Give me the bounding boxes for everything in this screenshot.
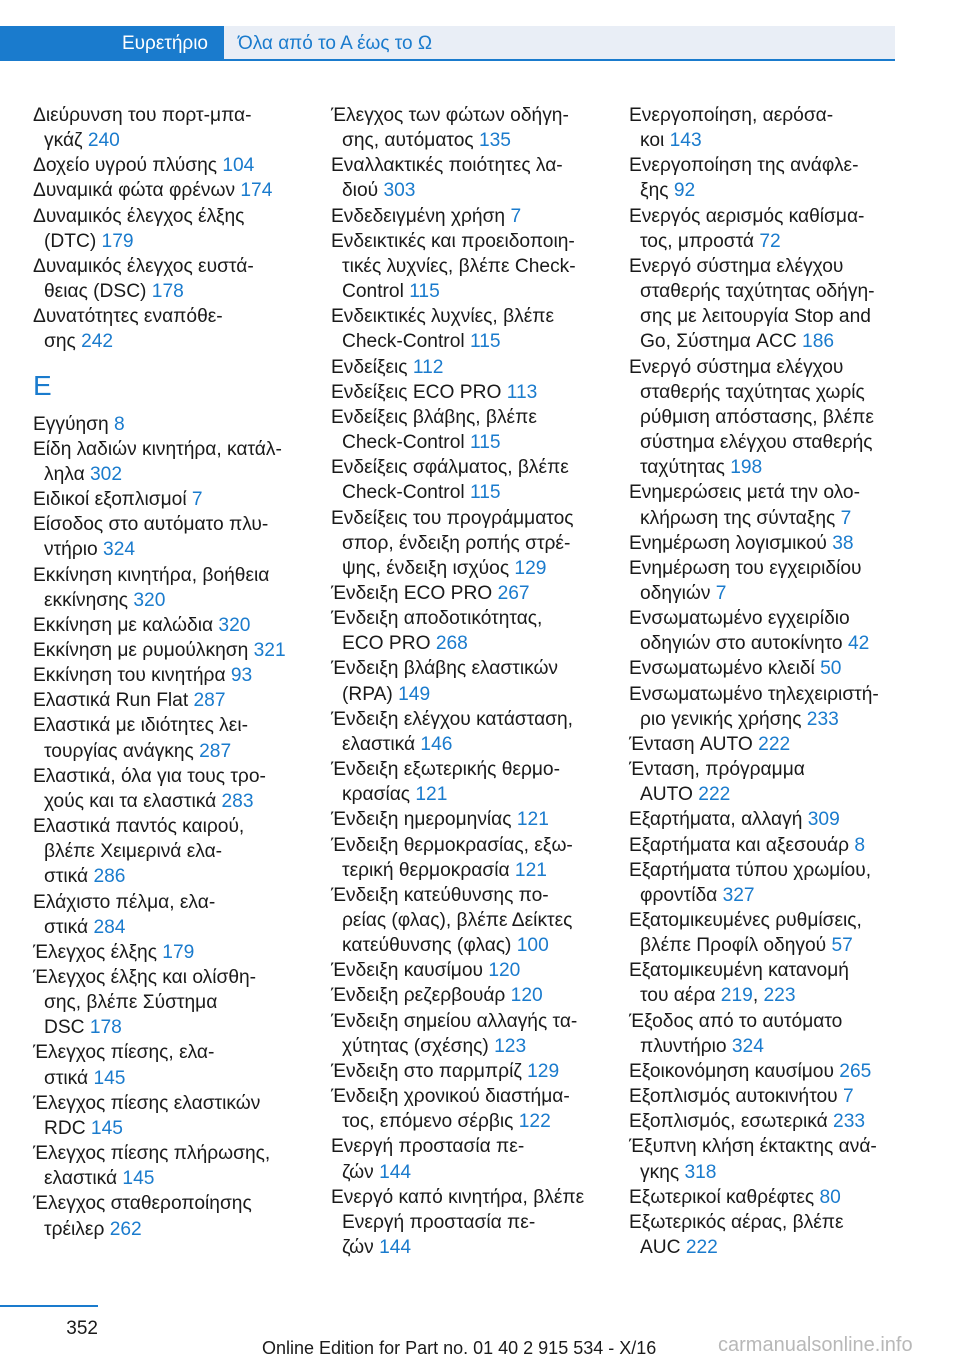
page-link[interactable]: 122	[518, 1111, 551, 1133]
index-entry	[629, 480, 914, 530]
index-entry	[331, 807, 613, 832]
page-link[interactable]: 327	[722, 884, 755, 906]
index-entry	[629, 682, 914, 732]
index-entry-text: Εξωτερικός αέρας, βλέπε AUC	[629, 1211, 844, 1259]
index-entry	[33, 512, 315, 562]
page-link[interactable]: 219	[720, 985, 753, 1007]
index-entry-text: Ειδικοί εξοπλισμοί	[33, 489, 192, 511]
page-link[interactable]: 7	[191, 489, 203, 511]
index-entry-text: Έλεγχος των φώτων οδήγη- σης, αυτόματος	[331, 105, 569, 152]
tab-index[interactable]: Ευρετήριο	[0, 26, 224, 61]
page-link[interactable]: 186	[802, 331, 835, 353]
index-entry	[331, 355, 613, 380]
index-entry	[33, 304, 315, 354]
index-entry	[629, 656, 914, 681]
page-link[interactable]: 240	[87, 130, 120, 152]
index-entry	[331, 405, 613, 455]
index-entry-text: Είδη λαδιών κινητήρα, κατάλ- ληλα	[33, 438, 282, 485]
index-entry-text: Εξατομικευμένη κατανομή του αέρα	[629, 960, 849, 1007]
index-entry	[629, 732, 914, 757]
index-column-1	[33, 103, 315, 1242]
page-link[interactable]: 42	[847, 633, 870, 655]
index-entry-text: Ενημερώσεις μετά την ολο- κλήρωση της σύνταξης	[629, 482, 860, 529]
index-entry	[33, 688, 315, 713]
index-entry	[331, 304, 613, 354]
index-entry-text: Ενσωματωμένο εγχειρίδιο οδηγιών στο αυτοκίνητο	[629, 608, 850, 655]
index-entry	[331, 506, 613, 581]
index-entry	[629, 355, 914, 481]
page-link[interactable]: 129	[527, 1060, 560, 1082]
index-entry	[629, 1185, 914, 1210]
index-entry	[629, 556, 914, 606]
index-entry	[629, 757, 914, 807]
page-link[interactable]: 178	[151, 281, 184, 303]
page-link[interactable]: 178	[89, 1017, 122, 1039]
index-entry	[33, 1191, 315, 1241]
page-link[interactable]: 174	[240, 180, 273, 202]
index-entry-text: Δυνατότητες εναπόθε- σης	[33, 306, 223, 353]
page-link[interactable]: 115	[469, 432, 501, 454]
index-entry-text: Ένταση, πρόγραμμα AUTO	[629, 759, 805, 806]
page-link[interactable]: 145	[122, 1168, 155, 1190]
index-entry	[331, 656, 613, 706]
section-letter: Ε	[33, 369, 52, 401]
index-entry-text: Ελαστικά, όλα για τους τρο- χούς και τα ελαστικά	[33, 765, 266, 812]
index-entry-text: Ένδειξη αποδοτικότητας, ECO PRO	[331, 608, 543, 655]
index-entry	[33, 965, 315, 1040]
page-link[interactable]: 265	[839, 1060, 872, 1082]
index-entry	[331, 833, 613, 883]
index-entry-text: Εκκίνηση του κινητήρα	[33, 665, 231, 687]
index-entry	[33, 638, 315, 663]
index-entry	[331, 229, 613, 304]
index-entry-text: Ένταση AUTO	[629, 733, 759, 755]
index-entry-text: Εξωτερικοί καθρέφτες	[629, 1186, 820, 1208]
index-entry	[33, 713, 315, 763]
index-column-2	[331, 103, 613, 1260]
index-entry-text: Έλεγχος πίεσης ελαστικών RDC	[33, 1092, 261, 1139]
page-link[interactable]: 144	[379, 1237, 412, 1259]
index-entry-text: Ένδειξη ρεζερβουάρ	[331, 985, 511, 1007]
index-entry	[331, 581, 613, 606]
index-entry	[331, 883, 613, 958]
index-entry	[331, 380, 613, 405]
index-entry	[33, 814, 315, 889]
index-entry	[629, 1109, 914, 1134]
index-entry	[331, 1185, 613, 1260]
index-entry	[33, 764, 315, 814]
index-entry-text: Ενδείξεις βλάβης, βλέπε Check-Control	[331, 406, 537, 454]
index-entry-text: Ένδειξη θερμοκρασίας, εξω- τερική θερμοκρασία	[331, 834, 573, 881]
index-entry	[331, 606, 613, 656]
index-entry	[629, 1009, 914, 1059]
page-link[interactable]: 113	[506, 381, 538, 403]
page-link[interactable]: 93	[230, 665, 253, 687]
index-entry-text: Εξοπλισμός, εσωτερικά	[629, 1111, 834, 1133]
page-link[interactable]: 233	[806, 708, 839, 730]
page-link[interactable]: 198	[730, 457, 763, 479]
index-entry	[33, 613, 315, 638]
index-entry	[629, 807, 914, 832]
index-entry-text: Ένδειξη βλάβης ελαστικών (RPA)	[331, 658, 559, 705]
index-entry-text: Ενεργό καπό κινητήρα, βλέπε Ενεργή προστασία πε- ζών	[331, 1186, 585, 1259]
page-link[interactable]: 121	[516, 809, 549, 831]
index-entry-text: Εκκίνηση κινητήρα, βοήθεια εκκίνησης	[33, 564, 270, 611]
index-entry	[331, 1059, 613, 1084]
page-link[interactable]: 144	[379, 1161, 412, 1183]
page-link[interactable]: 120	[510, 985, 543, 1007]
index-entry	[629, 1059, 914, 1084]
index-entry-text: Εξαρτήματα, αλλαγή	[629, 809, 808, 831]
index-entry-text: Έξοδος από το αυτόματο πλυντήριο	[629, 1010, 843, 1057]
page-link[interactable]: 309	[807, 809, 840, 831]
index-entry	[629, 1084, 914, 1109]
index-entry-text: Είσοδος στο αυτόματο πλυ- ντήριο	[33, 514, 269, 561]
page-link[interactable]: 318	[684, 1161, 717, 1183]
index-entry-text: Ενεργοποίηση της ανάφλε- ξης	[629, 155, 859, 202]
index-entry-text: Δυναμικά φώτα φρένων	[33, 180, 241, 202]
page-link[interactable]: 143	[669, 130, 702, 152]
index-entry	[331, 153, 613, 203]
page-link[interactable]: 262	[109, 1218, 142, 1240]
index-entry-text: Ενσωματωμένο τηλεχειριστή- ριο γενικής χρήσης	[629, 683, 879, 730]
index-entry	[331, 455, 613, 505]
index-entry	[331, 958, 613, 983]
page-link[interactable]: 135	[478, 130, 511, 152]
index-entry	[331, 1009, 613, 1059]
index-entry-text: Εξοικονόμηση καυσίμου	[629, 1060, 840, 1082]
page-link[interactable]: 149	[398, 683, 431, 705]
page-link[interactable]: 321	[253, 639, 286, 661]
page-link[interactable]: 8	[114, 413, 125, 435]
page-link[interactable]: 7	[843, 1086, 854, 1108]
index-entry	[629, 858, 914, 908]
page-link[interactable]: 92	[673, 180, 696, 202]
index-entry	[331, 1084, 613, 1134]
index-entry-text: Ένδειξη ημερομηνίας	[331, 809, 517, 831]
page-link[interactable]: 121	[514, 859, 547, 881]
index-entry-text: Ενδείξεις σφάλματος, βλέπε Check-Control	[331, 457, 569, 504]
index-entry-text: Ελαστικά Run Flat	[33, 690, 194, 712]
index-entry	[629, 1134, 914, 1184]
page-link[interactable]: 233	[833, 1111, 866, 1133]
page-link[interactable]: 242	[81, 331, 114, 353]
index-entry-text: Ενδείξεις	[331, 356, 413, 378]
page-link[interactable]: 121	[415, 784, 448, 806]
index-entry	[33, 1141, 315, 1191]
page-link[interactable]: 286	[93, 866, 126, 888]
index-entry-text: Ένδειξη κατεύθυνσης πο- ρείας (φλας), βλέπε Δείκτες κατεύθυνσης (φλας)	[331, 884, 573, 957]
page-link[interactable]: 146	[420, 733, 453, 755]
index-entry	[331, 103, 613, 153]
index-entry-text: Ελάχιστο πέλμα, ελα- στικά	[33, 891, 216, 938]
page-link[interactable]: 179	[162, 941, 195, 963]
index-entry	[331, 757, 613, 807]
index-entry-text: Εκκίνηση με ρυμούλκηση	[33, 639, 254, 661]
index-entry-text: Εγγύηση	[33, 413, 114, 435]
index-entry-text: Ενημέρωση λογισμικού	[629, 532, 833, 554]
page-link[interactable]: 284	[93, 916, 126, 938]
index-entry-text: Εναλλακτικές ποιότητες λα- διού	[331, 155, 563, 202]
index-entry-text: Ένδειξη ECO PRO	[331, 582, 498, 604]
page-link[interactable]: 287	[193, 690, 226, 712]
header-bar	[0, 26, 895, 61]
index-entry-text: Ενσωματωμένο κλειδί	[629, 658, 821, 680]
watermark: carmanualsonline.info	[718, 1334, 913, 1356]
index-entry-text: Ενδεικτικές και προειδοποιη- τικές λυχνίες, βλέπε Check- Control	[331, 230, 576, 303]
index-entry-text: Ενδεδειγμένη χρήση	[331, 205, 511, 227]
index-entry-text: Εξατομικευμένες ρυθμίσεις, βλέπε Προφίλ οδηγού	[629, 910, 862, 957]
index-entry-text: Έλεγχος σταθεροποίησης τρέιλερ	[33, 1193, 252, 1240]
index-entry-text: Ένδειξη ελέγχου κατάσταση, ελαστικά	[331, 708, 574, 755]
page-link[interactable]: 302	[90, 463, 123, 485]
index-entry-text: Δυναμικός έλεγχος έλξης (DTC)	[33, 205, 245, 252]
page-link[interactable]: 115	[409, 281, 440, 303]
page-number: 352	[66, 1318, 98, 1339]
index-entry-text: Έλεγχος πίεσης, ελα- στικά	[33, 1042, 215, 1089]
page-link[interactable]: 268	[435, 633, 468, 655]
page-link[interactable]: 324	[103, 539, 136, 561]
page-link[interactable]: 112	[412, 356, 444, 378]
page-link[interactable]: 267	[497, 582, 530, 604]
page-link[interactable]: 8	[854, 834, 866, 856]
page-link[interactable]: 115	[469, 482, 501, 504]
index-entry-text: Ένδειξη καυσίμου	[331, 960, 489, 982]
index-entry	[33, 663, 315, 688]
header-divider	[0, 59, 895, 61]
page-link[interactable]: 120	[488, 960, 521, 982]
index-entry-text: Εξοπλισμός αυτοκινήτου	[629, 1086, 844, 1108]
index-entry	[331, 983, 613, 1008]
index-entry	[33, 412, 315, 437]
index-entry-text: Δυναμικός έλεγχος ευστά- θειας (DSC)	[33, 255, 254, 303]
index-entry	[331, 707, 613, 757]
index-entry-text: Ενεργοποίηση, αερόσα- κοι	[629, 105, 834, 152]
page-link[interactable]: 7	[840, 507, 852, 529]
index-entry	[33, 153, 315, 178]
index-entry-text: Ενεργό σύστημα ελέγχου σταθερής ταχύτητας οδήγη- σης με λειτουργία Stop and Go, Σύστημα ACC	[629, 255, 875, 353]
page-link[interactable]: 38	[832, 532, 854, 554]
index-entry-text: Έλεγχος έλξης και ολίσθη- σης, βλέπε Σύστημα DSC	[33, 967, 257, 1039]
page-link[interactable]: 72	[759, 230, 781, 252]
index-entry	[629, 531, 914, 556]
page-link[interactable]: 320	[218, 614, 251, 636]
page-link[interactable]: 50	[820, 658, 842, 680]
page-link[interactable]: 179	[101, 230, 134, 252]
index-entry-text: Έξυπνη κλήση έκτακτης ανά- γκης	[629, 1136, 877, 1183]
page-link[interactable]: 283	[221, 790, 254, 812]
index-entry-text: Ενεργός αερισμός καθίσμα- τος, μπροστά	[629, 205, 865, 252]
index-entry	[33, 437, 315, 487]
index-entry-text: Ελαστικά παντός καιρού, βλέπε Χειμερινά ελα- στικά	[33, 816, 245, 888]
page-link[interactable]: 303	[383, 180, 416, 202]
index-entry-text: Ένδειξη σημείου αλλαγής τα- χύτητας (σχέσης)	[331, 1010, 578, 1057]
page-link[interactable]: 115	[469, 331, 501, 353]
page-link[interactable]: 222	[698, 784, 731, 806]
index-entry-text: Ελαστικά με ιδιότητες λει- τουργίας ανάγκης	[33, 715, 248, 762]
page-link[interactable]: 223	[763, 985, 796, 1007]
index-entry-text: Ενδείξεις ECO PRO	[331, 381, 507, 403]
index-entry-text: Ενεργό σύστημα ελέγχου σταθερής ταχύτητας χωρίς ρύθμιση απόστασης, βλέπε σύστημα ελέγχου σταθερής ταχύτητας	[629, 356, 874, 479]
index-entry	[33, 178, 315, 203]
page-link[interactable]: 222	[685, 1237, 718, 1259]
index-entry-text: Ενημέρωση του εγχειριδίου οδηγιών	[629, 557, 862, 604]
tab-a-to-z[interactable]: Όλα από το Α έως το Ω	[224, 26, 895, 61]
index-entry	[629, 254, 914, 355]
page-link[interactable]: 57	[831, 935, 853, 957]
page-link[interactable]: 104	[222, 155, 255, 177]
index-entry	[629, 204, 914, 254]
page-link[interactable]: 7	[715, 582, 727, 604]
index-entry-text: Ένδειξη εξωτερικής θερμο- κρασίας	[331, 759, 560, 806]
index-entry	[33, 103, 315, 153]
index-entry	[331, 204, 613, 229]
index-entry-text: Έλεγχος έλξης	[33, 941, 163, 963]
page-link[interactable]: 324	[731, 1035, 764, 1057]
index-entry-text: Ενδεικτικές λυχνίες, βλέπε Check-Control	[331, 306, 555, 353]
page-link[interactable]: 100	[516, 935, 549, 957]
index-entry-text: Ένδειξη στο παρμπρίζ	[331, 1060, 528, 1082]
index-column-3	[629, 103, 914, 1260]
page-link[interactable]: 145	[93, 1067, 126, 1089]
page-link[interactable]: 287	[199, 740, 232, 762]
footer-divider	[0, 1305, 98, 1307]
index-entry	[331, 1134, 613, 1184]
page-link[interactable]: 145	[90, 1117, 123, 1139]
index-entry	[33, 1091, 315, 1141]
index-entry-text: Εξαρτήματα και αξεσουάρ	[629, 834, 855, 856]
index-entry	[629, 908, 914, 958]
index-entry-text: Δοχείο υγρού πλύσης	[33, 155, 223, 177]
index-entry-text: Εξαρτήματα τύπου χρωμίου, φροντίδα	[629, 859, 872, 906]
index-entry-text: Ένδειξη χρονικού διαστήμα- τος, επόμενο σέρβις	[331, 1086, 570, 1133]
index-entry	[629, 153, 914, 203]
index-entry	[33, 890, 315, 940]
index-entry: Εξατομικευμένη κατανομή του αέρα 219, 223	[629, 960, 849, 1007]
index-entry	[33, 1040, 315, 1090]
index-entry	[33, 204, 315, 254]
index-entry	[33, 940, 315, 965]
index-entry-text: Ενδείξεις του προγράμματος σπορ, ένδειξη ροπής στρέ- ψης, ένδειξη ισχύος	[331, 507, 574, 579]
index-entry-text: Ενεργή προστασία πε- ζών	[331, 1136, 525, 1183]
edition-info: Online Edition for Part no. 01 40 2 915 534 - X/16	[262, 1338, 657, 1358]
page-link[interactable]: 129	[514, 557, 547, 579]
index-entry-text: Διεύρυνση του πορτ-μπα- γκάζ	[33, 105, 252, 152]
index-entry	[33, 254, 315, 304]
index-entry-text: Εκκίνηση με καλώδια	[33, 614, 219, 636]
page-link[interactable]: 222	[758, 733, 791, 755]
index-entry	[629, 103, 914, 153]
page-link[interactable]: 80	[819, 1186, 841, 1208]
page-link[interactable]: 123	[494, 1035, 527, 1057]
index-entry	[629, 833, 914, 858]
index-entry	[33, 563, 315, 613]
index-entry	[629, 1210, 914, 1260]
page-link[interactable]: 320	[133, 589, 166, 611]
index-entry-text: Έλεγχος πίεσης πλήρωσης, ελαστικά	[33, 1143, 271, 1190]
index-entry	[33, 487, 315, 512]
index-entry	[629, 606, 914, 656]
page-link[interactable]: 7	[510, 205, 522, 227]
